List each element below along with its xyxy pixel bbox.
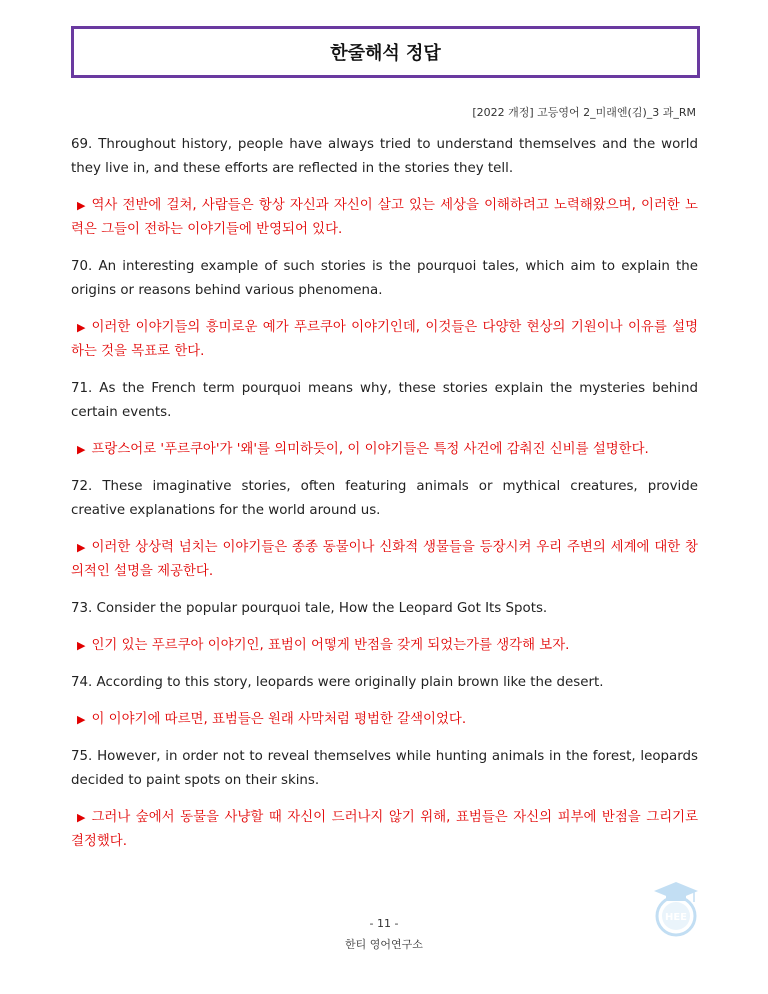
sentence-list xyxy=(71,133,698,854)
korean-translation xyxy=(71,536,698,584)
list-item xyxy=(71,597,698,658)
list-item xyxy=(71,745,698,854)
play-arrow-icon: ▶ xyxy=(77,713,86,726)
translation-text: 이러한 이야기들의 흥미로운 예가 푸르쿠아 이야기인데, 이것들은 다양한 현상의 기원이나 이유를 설명하는 것을 목표로 한다. xyxy=(71,320,698,359)
play-arrow-icon: ▶ xyxy=(77,639,86,652)
translation-text: 인기 있는 푸르쿠아 이야기인, 표범이 어떻게 반점을 갖게 되었는가를 생각해 보자. xyxy=(91,638,570,653)
english-sentence: 74. According to this story, leopards were originally plain brown like the desert. xyxy=(71,675,604,690)
korean-translation xyxy=(71,806,698,854)
list-item xyxy=(71,255,698,364)
textbook-info: [2022 개정] 고등영어 2_미래엔(김)_3 과_RM xyxy=(472,106,696,119)
translation-text: 그러나 숲에서 동물을 사냥할 때 자신이 드러나지 않기 위해, 표범들은 자신의 피부에 반점을 그리기로 결정했다. xyxy=(71,810,698,849)
english-sentence: 70. An interesting example of such stories is the pourquoi tales, which aim to explain the origins or reasons behind various phenomena. xyxy=(71,259,698,298)
korean-translation xyxy=(71,316,698,364)
english-sentence: 69. Throughout history, people have always tried to understand themselves and the world they live in, and these efforts are reflected in the stories they tell. xyxy=(71,137,698,176)
play-arrow-icon: ▶ xyxy=(77,811,86,824)
list-item xyxy=(71,671,698,732)
list-item xyxy=(71,377,698,462)
english-sentence: 71. As the French term pourquoi means why, these stories explain the mysteries behind certain events. xyxy=(71,381,698,420)
translation-text: 프랑스어로 '푸르쿠아'가 '왜'를 의미하듯이, 이 이야기들은 특정 사건에 감춰진 신비를 설명한다. xyxy=(91,442,649,457)
translation-text: 역사 전반에 걸쳐, 사람들은 항상 자신과 자신이 살고 있는 세상을 이해하려고 노력해왔으며, 이러한 노력은 그들이 전하는 이야기들에 반영되어 있다. xyxy=(71,198,698,237)
korean-translation xyxy=(71,634,698,658)
play-arrow-icon: ▶ xyxy=(77,321,86,334)
page-title: 한줄해석 정답 xyxy=(330,43,441,64)
title-box xyxy=(71,26,700,78)
list-item xyxy=(71,133,698,242)
korean-translation xyxy=(71,194,698,242)
english-sentence: 75. However, in order not to reveal themselves while hunting animals in the forest, leopards decided to paint spots on their skins. xyxy=(71,749,698,788)
korean-translation xyxy=(71,438,698,462)
list-item xyxy=(71,475,698,584)
translation-text: 이러한 상상력 넘치는 이야기들은 종종 동물이나 신화적 생물들을 등장시켜 우리 주변의 세계에 대한 창의적인 설명을 제공한다. xyxy=(71,540,698,579)
play-arrow-icon: ▶ xyxy=(77,199,86,212)
footer-organization: 한티 영어연구소 xyxy=(345,938,423,951)
english-sentence: 73. Consider the popular pourquoi tale, How the Leopard Got Its Spots. xyxy=(71,601,548,616)
play-arrow-icon: ▶ xyxy=(77,443,86,456)
translation-text: 이 이야기에 따르면, 표범들은 원래 사막처럼 평범한 갈색이었다. xyxy=(91,712,467,727)
play-arrow-icon: ▶ xyxy=(77,541,86,554)
logo-text: HEE xyxy=(664,912,688,923)
page-number: - 11 - xyxy=(369,917,399,930)
korean-translation xyxy=(71,708,698,732)
english-sentence: 72. These imaginative stories, often featuring animals or mythical creatures, provide creative explanations for the world around us. xyxy=(71,479,698,518)
graduation-cap-icon xyxy=(654,882,698,902)
